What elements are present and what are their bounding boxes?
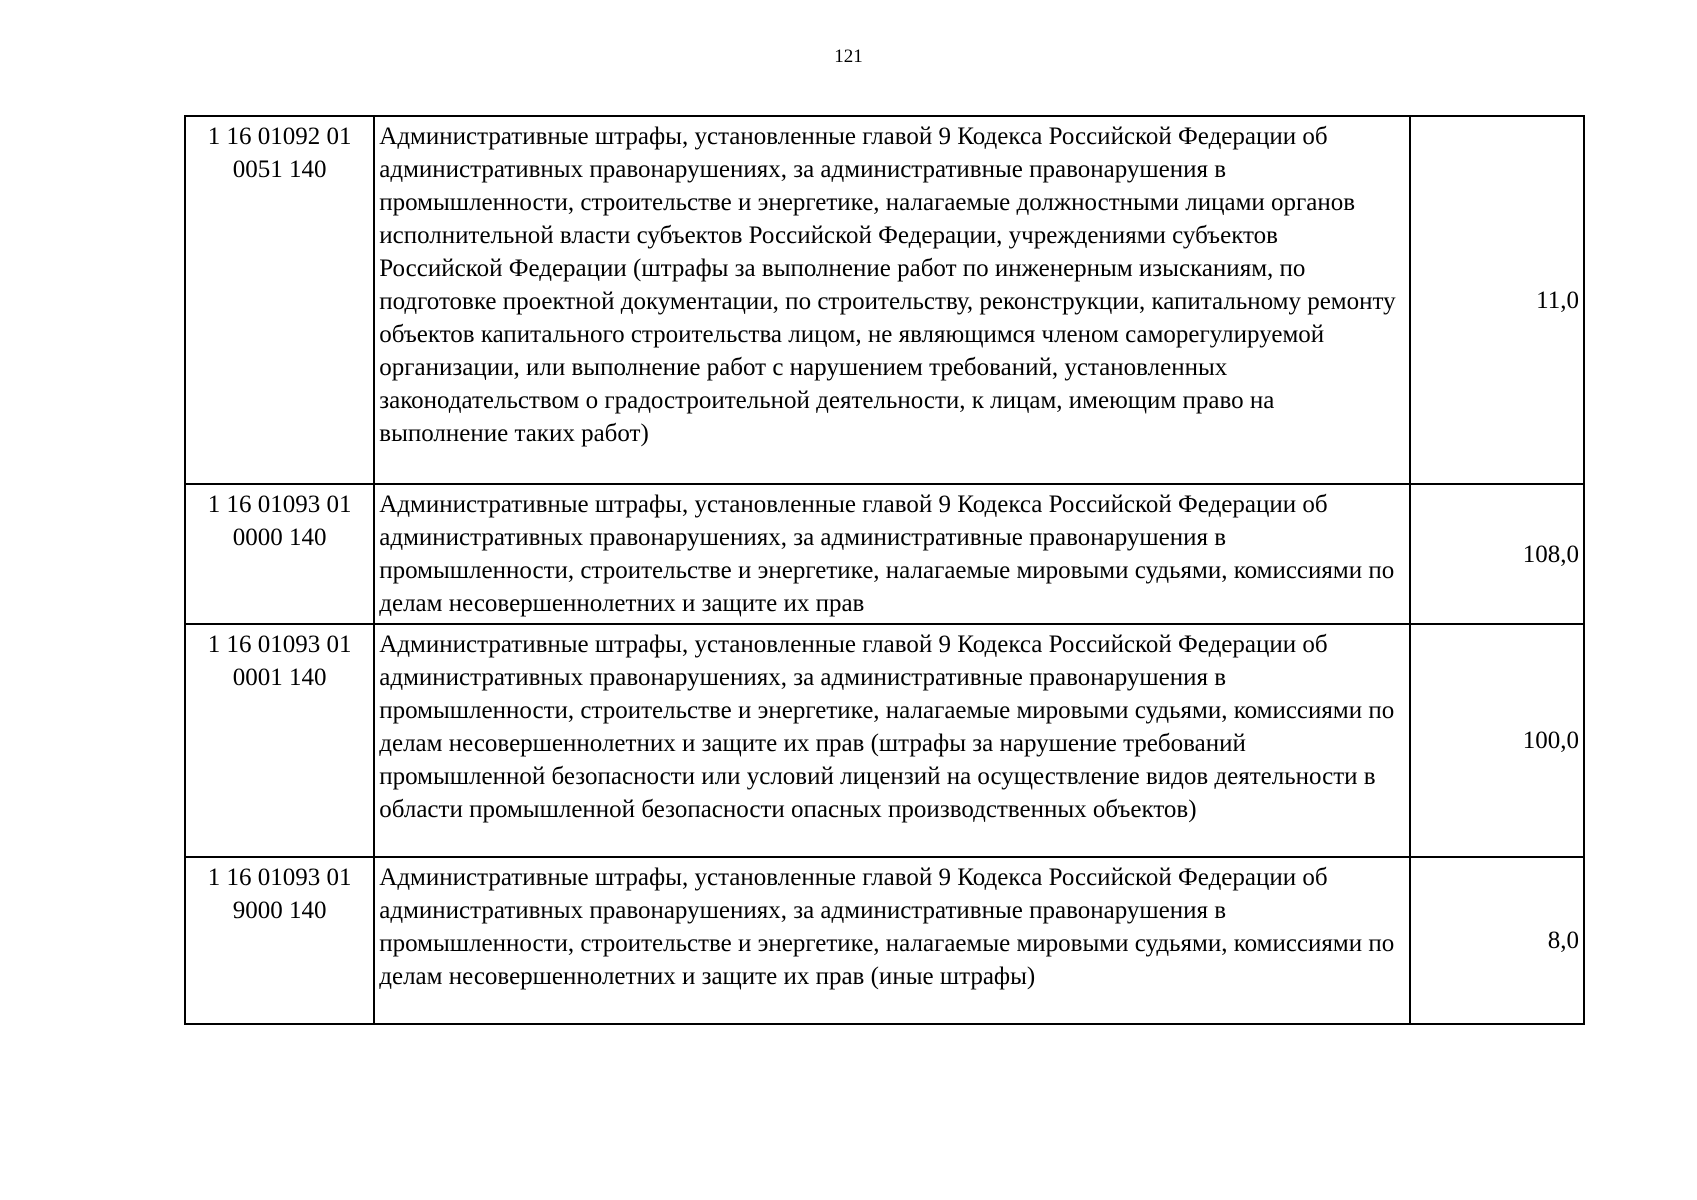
description-cell: Административные штрафы, установленные главой 9 Кодекса Российской Федерации об административных правонарушениях, за административные правонарушения в промышленности, строительстве и энергетике, налагаемые мировыми судьями, комиссиями по делам несовершеннолетних и защите их прав (иные штрафы) — [374, 857, 1409, 1024]
table-row — [185, 624, 1584, 857]
table-row — [185, 484, 1584, 624]
description-cell: Административные штрафы, установленные главой 9 Кодекса Российской Федерации об административных правонарушениях, за административные правонарушения в промышленности, строительстве и энергетике, налагаемые мировыми судьями, комиссиями по делам несовершеннолетних и защите их прав (штрафы за нарушение требований промышленной безопасности или условий лицензий на осуществление видов деятельности в области промышленной безопасности опасных производственных объектов) — [374, 624, 1409, 857]
budget-code-cell: 1 16 01092 01 0051 140 — [185, 116, 374, 484]
amount-cell: 100,0 — [1410, 624, 1584, 857]
description-cell: Административные штрафы, установленные главой 9 Кодекса Российской Федерации об административных правонарушениях, за административные правонарушения в промышленности, строительстве и энергетике, налагаемые должностными лицами органов исполнительной власти субъектов Российской Федерации, учреждениями субъектов Российской Федерации (штрафы за выполнение работ по инженерным изысканиям, по подготовке проектной документации, по строительству, реконструкции, капитальному ремонту объектов капитального строительства лицом, не являющимся членом саморегулируемой организации, или выполнение работ с нарушением требований, установленных законодательством о градостроительной деятельности, к лицам, имеющим право на выполнение таких работ) — [374, 116, 1409, 484]
description-cell: Административные штрафы, установленные главой 9 Кодекса Российской Федерации об административных правонарушениях, за административные правонарушения в промышленности, строительстве и энергетике, налагаемые мировыми судьями, комиссиями по делам несовершеннолетних и защите их прав — [374, 484, 1409, 624]
budget-code-cell: 1 16 01093 01 0000 140 — [185, 484, 374, 624]
amount-cell: 11,0 — [1410, 116, 1584, 484]
amount-cell: 108,0 — [1410, 484, 1584, 624]
page-number: 121 — [834, 46, 863, 67]
budget-table — [184, 115, 1585, 1025]
budget-code-cell: 1 16 01093 01 0001 140 — [185, 624, 374, 857]
table-row — [185, 857, 1584, 1024]
amount-cell: 8,0 — [1410, 857, 1584, 1024]
budget-code-cell: 1 16 01093 01 9000 140 — [185, 857, 374, 1024]
table-row — [185, 116, 1584, 484]
